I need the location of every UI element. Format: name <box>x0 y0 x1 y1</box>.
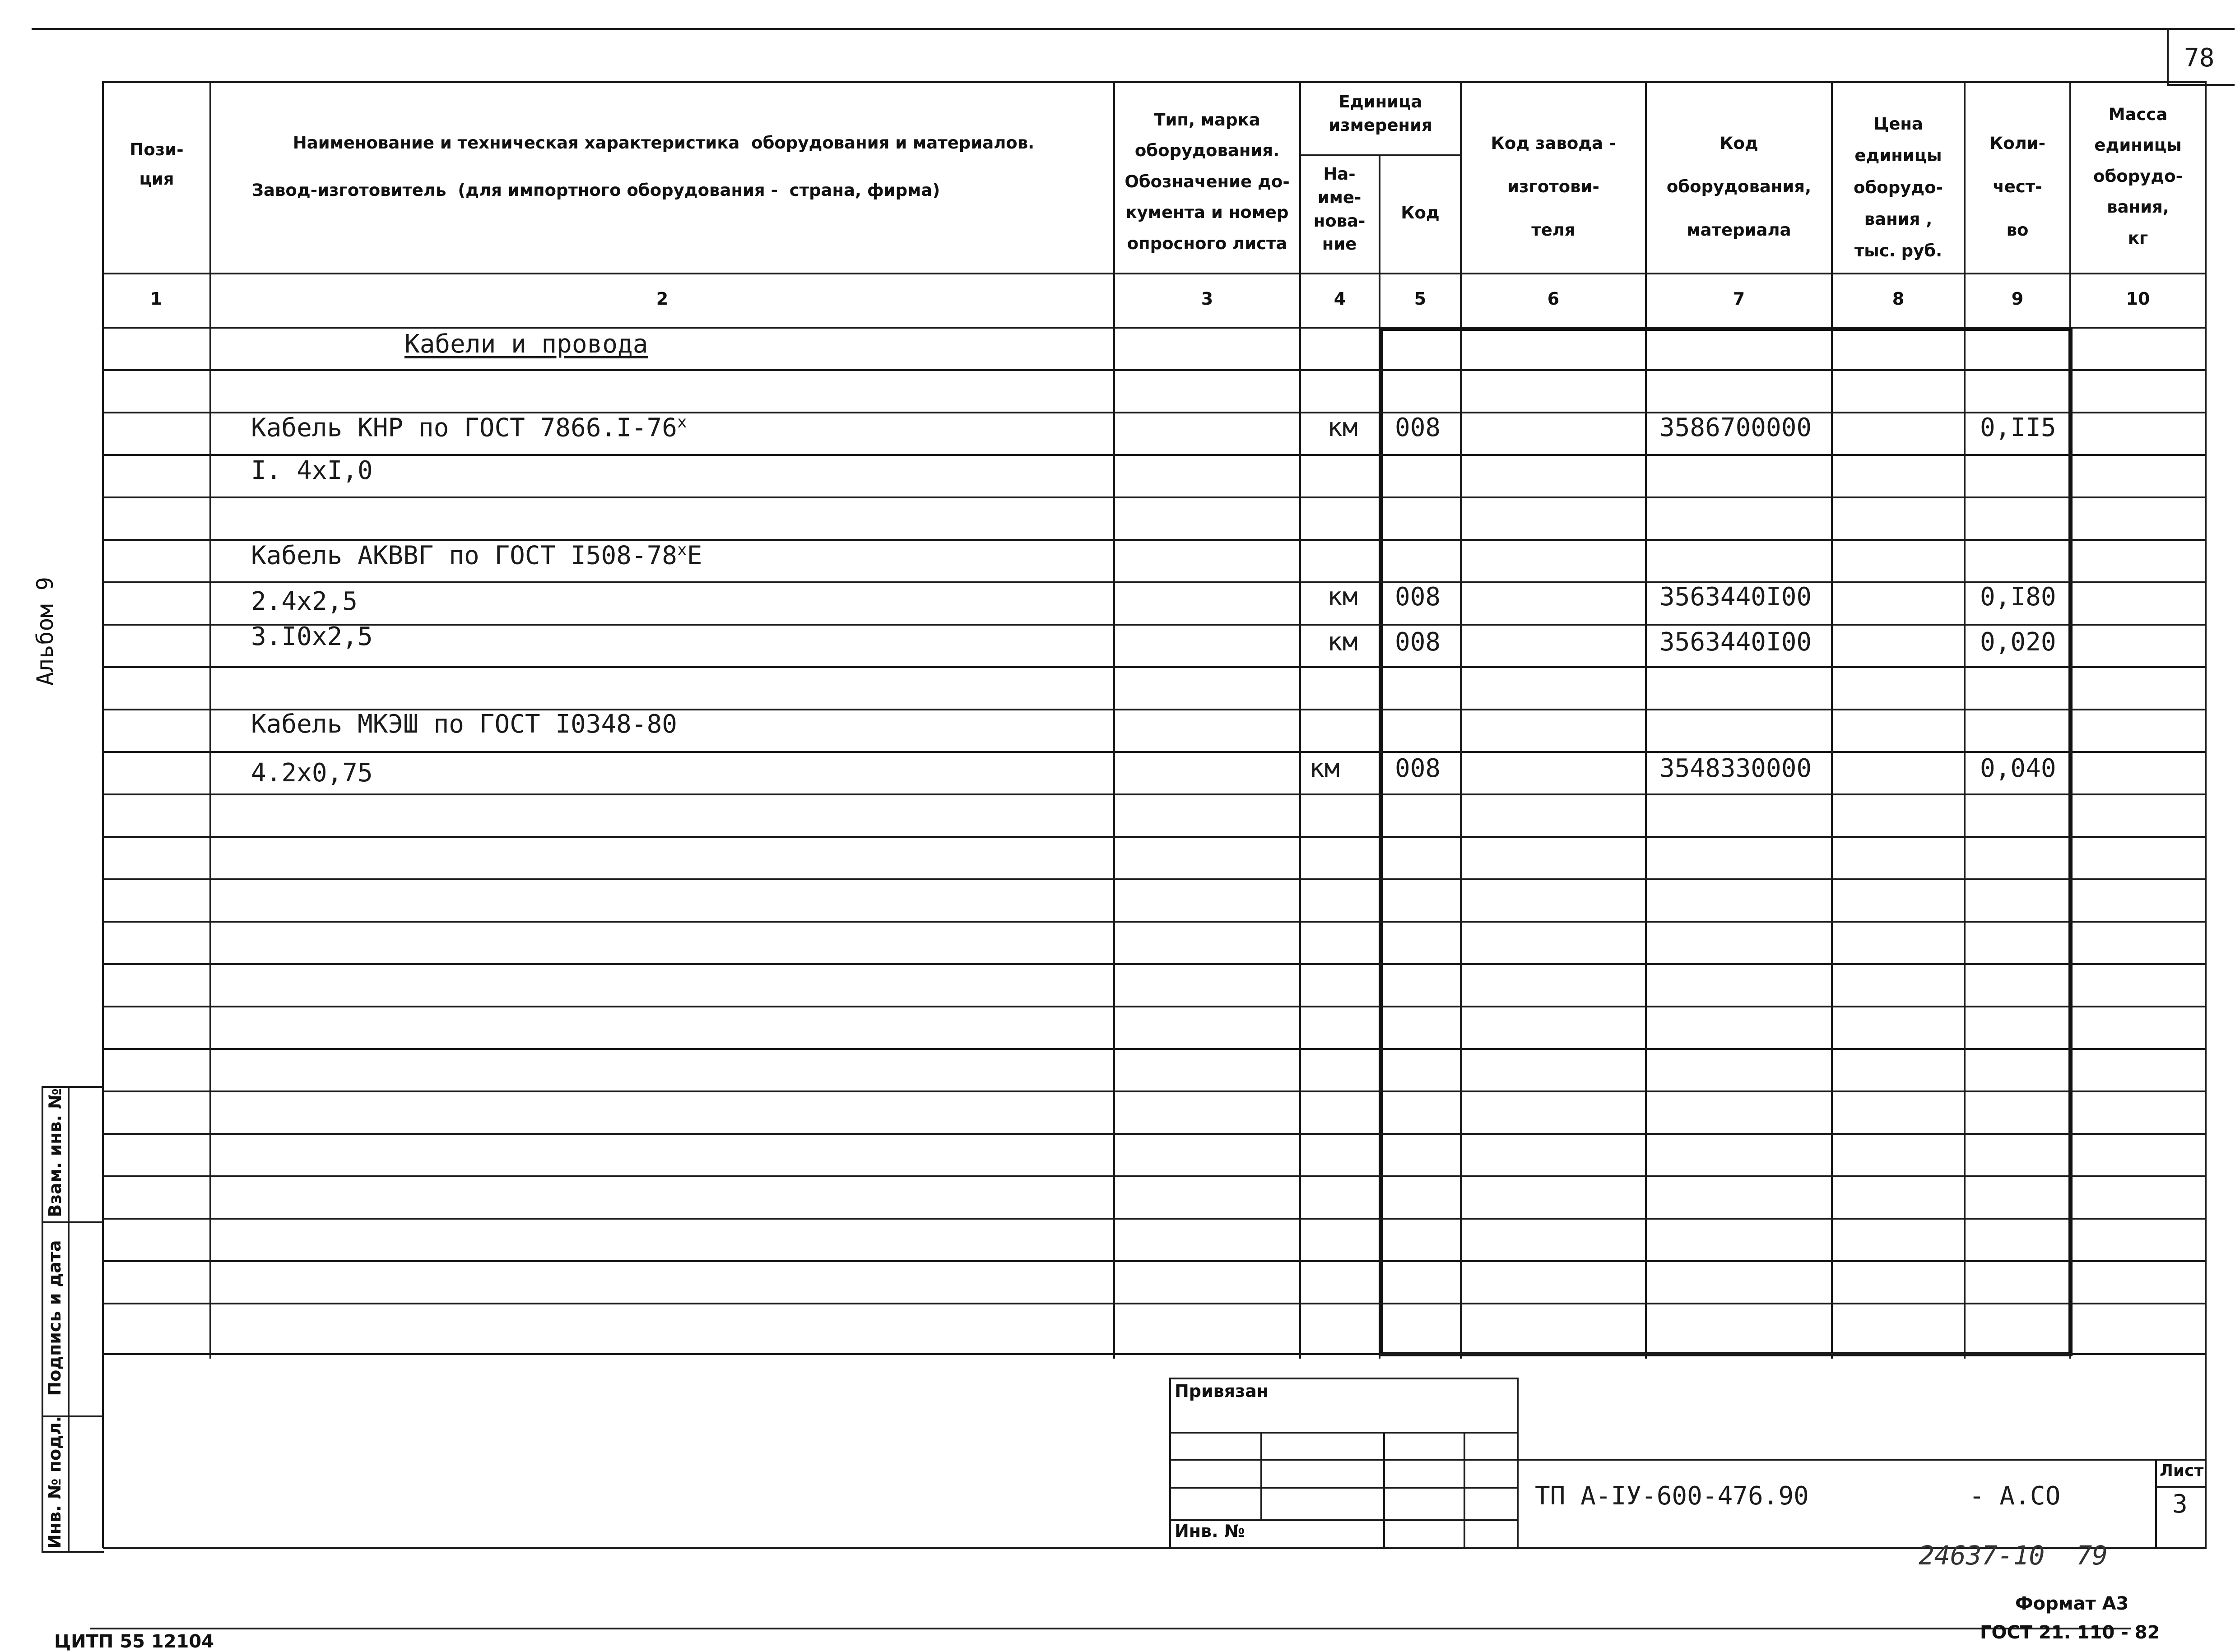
row-line <box>103 1218 2207 1220</box>
thick-right <box>2068 327 2073 1356</box>
row-equip-code: 3563440I00 <box>1659 627 1812 657</box>
tb-sheet-value: 3 <box>2172 1490 2188 1519</box>
row-qty: 0,I80 <box>1980 582 2056 612</box>
row-line <box>103 794 2207 795</box>
thick-top <box>1379 327 2072 331</box>
row-item-name: Кабель МКЭШ по ГОСТ I0348-80 <box>251 710 678 739</box>
col-line-2 <box>1113 81 1115 1359</box>
row-line <box>103 454 2207 456</box>
row-line <box>103 1175 2207 1177</box>
header-col8: Цена единицы оборудо- вания , тыс. руб. <box>1854 114 1943 261</box>
colnum-3: 3 <box>1201 289 1213 309</box>
row-line <box>103 1048 2207 1050</box>
header-col2-line1: Наименование и техническая характеристика оборудования и материалов. <box>293 133 1035 153</box>
header-col9: Коли- чест- во <box>1989 134 2046 240</box>
stamp-inv: Инв. № подл. <box>45 1415 65 1549</box>
row-line <box>103 666 2207 668</box>
col-line-1 <box>209 81 211 1359</box>
tb-v0 <box>1169 1378 1171 1548</box>
row-line <box>103 1006 2207 1007</box>
frame-bottom-line <box>90 1628 2131 1629</box>
row-code: 008 <box>1395 582 1441 612</box>
header-col1: Пози- ция <box>130 140 184 189</box>
row-line <box>103 1303 2207 1304</box>
tb-v4 <box>1517 1378 1519 1548</box>
thick-left <box>1379 327 1383 1356</box>
tb-v2 <box>1383 1432 1385 1547</box>
row-code: 008 <box>1395 627 1441 657</box>
header-col3: Тип, марка оборудования. Обозначение до- кумента и номер опросного листа <box>1125 110 1290 253</box>
row-unit: км <box>1327 582 1358 612</box>
row-line <box>103 1353 2207 1355</box>
tb-sheet-label: Лист <box>2160 1462 2204 1480</box>
table-bottom <box>103 1547 2207 1549</box>
header-bottom <box>103 273 2207 274</box>
frame-top-line <box>32 28 2235 30</box>
item-superscript: x <box>677 413 687 432</box>
row-line <box>103 751 2207 753</box>
row-code: 008 <box>1395 754 1441 783</box>
col-line-10 <box>2205 81 2207 1548</box>
row-item-name: I. 4xI,0 <box>251 456 373 485</box>
tb-inv-no: Инв. № <box>1175 1521 1245 1541</box>
row-unit: км <box>1309 754 1340 783</box>
row-item-name <box>251 541 702 571</box>
row-line <box>103 1133 2207 1135</box>
colnum-2: 2 <box>656 289 669 309</box>
colnum-4: 4 <box>1334 289 1346 309</box>
item-superscript: x <box>677 541 687 559</box>
header-col7: Код оборудования, материала <box>1666 134 1812 240</box>
header-unit: Единица измерения <box>1329 92 1432 135</box>
tb-v3 <box>1464 1432 1465 1547</box>
row-line <box>103 1260 2207 1262</box>
tb-sheet-div <box>2155 1486 2207 1488</box>
tb-v1 <box>1260 1432 1262 1519</box>
row-line <box>103 497 2207 498</box>
row-qty: 0,II5 <box>1980 413 2056 442</box>
col-line-3 <box>1299 81 1301 1359</box>
handwritten-number: 24637-10 79 <box>1919 1540 2108 1571</box>
sheet-box-left <box>2167 29 2169 85</box>
row-line <box>103 624 2207 626</box>
row-line <box>103 921 2207 923</box>
unit-split <box>1300 154 1461 156</box>
format-label: Формат А3 <box>2015 1593 2129 1614</box>
item-name-text: Кабель КНР по ГОСТ 7866.I-76 <box>251 413 678 443</box>
row-line <box>103 878 2207 880</box>
row-equip-code: 3586700000 <box>1659 413 1812 442</box>
row-qty: 0,020 <box>1980 627 2056 657</box>
table-top <box>103 81 2207 83</box>
row-equip-code: 3548330000 <box>1659 754 1812 783</box>
row-qty: 0,040 <box>1980 754 2056 783</box>
col-line-5 <box>1460 81 1462 1359</box>
colnum-10: 10 <box>2126 289 2150 309</box>
tb-suffix: - А.СО <box>1969 1481 2061 1511</box>
tb-right-top <box>1517 1459 2207 1461</box>
row-unit: км <box>1327 413 1358 442</box>
colnum-9: 9 <box>2011 289 2024 309</box>
row-equip-code: 3563440I00 <box>1659 582 1812 612</box>
colnum-6: 6 <box>1547 289 1560 309</box>
header-col2-line2: Завод-изготовитель (для импортного оборудования - страна, фирма) <box>251 181 940 200</box>
stamp-left <box>42 1087 43 1553</box>
album-label: Альбом 9 <box>32 577 58 686</box>
row-unit: км <box>1327 627 1358 657</box>
cipt-label: ЦИТП 55 12104 <box>54 1631 214 1652</box>
tb-sheet-left <box>2155 1459 2157 1547</box>
row-item-name: 2.4x2,5 <box>251 587 358 616</box>
header-col6: Код завода - изготови- теля <box>1491 134 1616 240</box>
tb-top <box>1169 1378 1517 1379</box>
colnum-1: 1 <box>150 289 163 309</box>
sheet-box-bottom <box>2167 84 2235 86</box>
row-line <box>103 963 2207 965</box>
sheet-number: 78 <box>2184 43 2215 73</box>
header-col5: Код <box>1401 203 1440 223</box>
row-item-name: 3.I0x2,5 <box>251 622 373 651</box>
col-line-7 <box>1831 81 1833 1359</box>
row-item-name: 4.2x0,75 <box>251 758 373 788</box>
row-line <box>103 581 2207 583</box>
row-line <box>103 836 2207 838</box>
row-line <box>103 369 2207 371</box>
colnum-8: 8 <box>1892 289 1905 309</box>
row-code: 008 <box>1395 413 1441 442</box>
colnum-5: 5 <box>1414 289 1427 309</box>
header-col10: Масса единицы оборудо- вания, кг <box>2093 105 2183 248</box>
item-name-text: Кабель АКВВГ по ГОСТ I508-78 <box>251 541 678 571</box>
gost-label: ГОСТ 21. 110 - 82 <box>1980 1622 2160 1643</box>
section-title: Кабели и провода <box>404 329 648 359</box>
stamp-vzam: Взам. инв. № <box>45 1088 65 1217</box>
tb-privyazan: Привязан <box>1175 1381 1269 1401</box>
colnum-7: 7 <box>1733 289 1745 309</box>
stamp-div1 <box>42 1221 104 1223</box>
tb-designation: ТП А-IУ-600-476.90 <box>1535 1481 1809 1511</box>
row-item-name <box>251 413 687 443</box>
col-line-6 <box>1645 81 1647 1359</box>
header-col4: На- име- нова- ние <box>1313 164 1366 254</box>
row-line <box>103 1091 2207 1092</box>
stamp-mid <box>68 1087 70 1553</box>
item-suffix: E <box>687 541 702 571</box>
stamp-podpis: Подпись и дата <box>45 1240 65 1396</box>
col-line-8 <box>1964 81 1966 1359</box>
